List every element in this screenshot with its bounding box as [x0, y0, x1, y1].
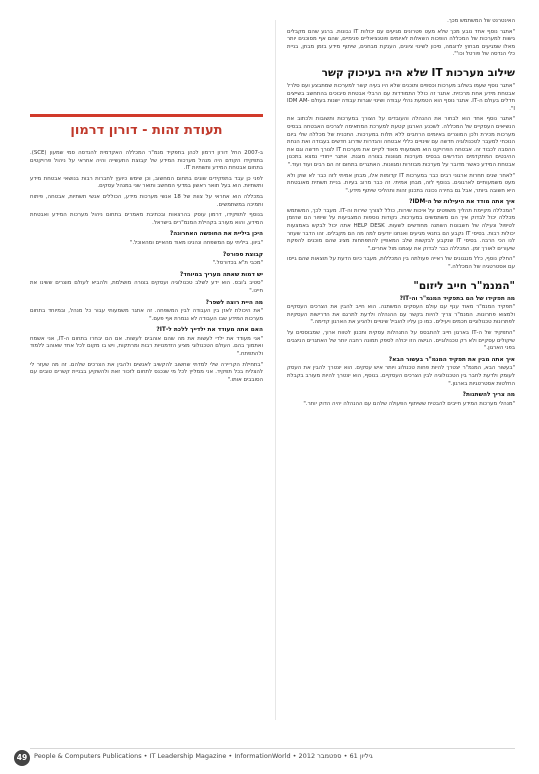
paragraph: במכללה הוא אחראי על צוות של 18 אנשי מערכות מידע, הכוללים אנשי תשתיות, אבטחה, פיתוח ותמיכה במשתמשים. — [30, 193, 263, 208]
paragraph: "התפקיד של ה-IT בארגון חייב להתבסס על התנהלות עסקית ותכנון לטווח ארוך, שמבוססים על שיקולים עסקיים ולא רק טכנולוגיים. הגישה הזו יכולה לספק תמונה רחבה יותר של האתגרים הניצבים בפני הארגון." — [287, 330, 515, 352]
paragraph: האינטרנט של המשתמש מכך. — [447, 18, 515, 24]
question-heading: יש דמות שאתה מעריך במיוחד? — [179, 271, 263, 278]
profile-box-header — [30, 114, 263, 153]
answer: "אני מעודד את ילדי לעשות את מה שהם אוהבים לעשות. אם הם יבחרו בתחום ה-IT, אני אשמח ואתמוך בהם. העולם הטכנולוגי מציע הזדמנויות רבות ומרתקות, ויש בו מקום לכל אחד שאוהב ללמוד ולהתפתח." — [30, 335, 264, 358]
profile-box-title: תעודת זהות - דורון דרמון — [70, 123, 223, 138]
question-heading: מה היית רוצה לשפר? — [205, 299, 263, 306]
paragraph: "תפקיד המנמ"ר מאוד ענף עם עולם העסקים המשתנה. הוא חייב להבין את הצרכים העסקיים ולמצוא פתרונות. המנמ"ר צריך להיות בקשר עם ההנהלה ולדעת לתרגם את הדרישות העסקיות לפתרונות טכנולוגיים חכמים ויעילים. כמו כן עליו להוביל שינויים ולהניע את הארגון קדימה." — [287, 304, 515, 326]
question-heading: מה תפקידו של הם בתפקיד המנמ"ר וה-IT? — [399, 295, 515, 302]
answer: "את היכולת לאזן בין העבודה לבין המשפחה. זה אתגר משמעותי עבור כל מנהל, ובמיוחד בתחום מערכות המידע שבו העבודה לא נגמרת אף פעם." — [30, 308, 263, 322]
paragraph: לפני כן עבד בתפקידים שונים בתחום המחשוב, וכן שימש כיועץ לחברות רבות בנושאי אבטחת מידע ותשתיות. הוא בעל תואר ראשון במדעי המחשב ותואר שני במנהל עסקים. — [30, 175, 263, 190]
answer: "מכבי ת"א בכדורסל." — [212, 260, 263, 267]
paragraph: בנוסף לתפקידו, דרמון עוסק בהרצאות ובכתיבת מאמרים בתחום ניהול מערכות המידע ואבטחת המידע, והוא מעורב בקהילת המנמ"רים בישראל. — [30, 212, 263, 226]
column-separator — [275, 20, 276, 720]
question-heading: איך אתה מודד את היעילות של ה-IDM? — [409, 199, 515, 206]
footer-text: People & Computers Publications • IT Leadership Magazine • InformationWorld • 2012 גיליון 61 • ספטמבר — [34, 752, 373, 760]
paragraph: "לאחר שנים תחרות ארגוני רבים כבר במערכות IT קדומות אלו, מבחן אמיתי לזה כבר לא שוק ולא מעט משמעותיים לארגונים. בנוסף לזה, מבחן אמיתי. זה כבר מרוב בעיות. בניית תשתית מאובטחת היא חשובה ביותר, אבל גם בחירה נכונה בתכנון זהות ותהליכי שיתוף מידע." — [287, 172, 516, 194]
question-heading: מה צריך להשתנות? — [462, 392, 515, 399]
question-heading: קבוצת ספורט? — [222, 251, 263, 258]
paragraph: "אתגר נוסף אחד נובע מכך שלא מעט פטרונים מגיעים עם יכולות IT נבונות. ברגע שהם מקבלים גישות למערכות של המכללה הופכות השאלות לאיומים פוטנציאליים פנימיים, שהם אף מסוכנים יותר מאלו שמגיעים מבחוץ לדוגמה, סיכון לשינוי ציונים, הענקת מבחנים, שיתוף מידע בזמן מבחן, בניית כלי הנדסה של פורטל וכו'". — [287, 28, 515, 58]
page-footer — [0, 748, 539, 774]
answer: "ביוון. ביליתי עם המשפחה ונהנינו מאוד מהאיים ומהאוכל." — [129, 239, 263, 246]
question-heading: היכן ביליית את החופשה האחרונה? — [169, 231, 263, 238]
profile-column — [30, 150, 263, 387]
paragraph: "אתגר נוסף שעמו בשלוב מערכות וכספים ותוכנים שלא היו בעיה קשר למערכות שמתבצע ועם סלרל אבטחת מידע אחת מרכזית. אתגר זה כולל התמודדות עם הרבלי אבטחת סיבוכים בהתחשב בשייצים חדלים בעולם ה-IT. אתגר נוסף הוא הטמעת נהלי עבודה ושינוי שגרות עבודה ישנות בעולם IDM AM-I". — [287, 82, 516, 112]
footer-rule — [30, 748, 515, 749]
paragraph: "החלק נוסף, כלל מנגנונים של ראייה פעולתה בין המכללות, מעבר כיוס הדעת על תוצאות שהם גייסו עם אסטרטגיה של המכללה." — [287, 256, 515, 271]
paragraph: "המכללה מקיימת תהליך משפטים על איכות שירות, כולל לצורך שירות וה-IT. מעבר לכך, המשתמש מכללה יכול לבדוק איך הם משתמשים במערכות. נקודות נוספות המצביעות על שיפור הם שהזמן לטיפול ונעילה של חשבונות השתנה מחודשים לשעות. HELP DESK אתה יכול לבקש באמצעות יכולות רבות. בסיסי IT נקבע הם בתנאי מגיעים ואנחנו יודעים למה מה הם מקבלים. זהו הדבר שעוזר לנו הכי הרבה. בסיסי IT שנקבע לבקשות שלב המאפיין להתפתחות מציג שהם מוכנים להפקת שיעורים לאורך זמן. המכללה כבר לבדוק את עצמנו מול אחרים." — [287, 207, 515, 252]
answer: "בתחילת הקריירה שלי למדתי שחשוב להקשיב לאנשים ולהבין את הצרכים שלהם. זה מה שעזר לי להצליח בכל תפקיד. אני ממליץ לכל מי שנכנס לתחום לזכור זאת ולהשקיע בבניית קשרים טובים עם הסובבים אותו." — [30, 361, 263, 383]
question-heading: האם אתה מעודד את ילדייך ללכת ל-IT? — [156, 327, 263, 334]
paragraph: ב-2007 החל דורון דרמון לכהן בתפקיד מנמ"ר המכללה האקדמית להנדסה סמי שמעון (SCE). בתפקידו הקודם היה מנהל מערכות המידע של קבוצת התעשייה והיה אחראי על ניהול פרויקטים בתחום אבטחת המידע ותשתיות IT. — [30, 150, 263, 172]
page-number: 49 — [14, 750, 30, 766]
section-heading: שילוב מערכות IT שלא היה בעיכוק קשר — [321, 66, 515, 79]
section-heading: "המנמ"ר חייב ליזום" — [413, 279, 515, 292]
article-column — [287, 18, 515, 411]
paragraph: "בעשור הבא, המנמ"ר יצטרך להיות פחות טכנולוג ויותר איש עסקים. הוא יצטרך להבין את העסק לעומק ולדעת לחבר בין הטכנולוגיה לבין הצרכים העסקיים. בנוסף, הוא יצטרך להיות מעורב בקבלת החלטות אסטרטגיות בארגון." — [287, 365, 515, 387]
question-heading: איך אתה מבין את תפקיד המנמ"ר בעשור הבא? — [388, 356, 515, 363]
paragraph: "מנהלי מערכות המידע חייבים להבטיח ששיתוף הפעולה שלהם עם ההנהלה יהיה הדוק יותר." — [303, 400, 515, 407]
paragraph: "אתגר נוסף אחד הוא לבחור את ההנהלה והעובדים על הצורך במערכות ותשובות ולכתוב את הנשיאים העסקיים של המכללה. לשכנע הארגון קטעת למערכת המתאימה לצרכים האבטחה בבסיס מערכות מכירת ולכן המוצרים באיומים הרחבים ללא תלות במערכות. התכנית של מכללה שלי ביום הנוכחי למעבר לטכנולוגיה חדשה עם שינויים כללי אבטחה והגדרות שדרוג חדשים בעבודה ואת הנחת ההסבה לכבוד זה. אבטחה הפרויקט הוא משמעותי מאוד לקיים את מערכות IT לצורך חדשה וגם את ההיבטים המתקדמים הנדרשים בבסיס מערכות מגוונות בצורה מוגנת. אתגר ייחודי נמצא בתכנון אבטחת המידע כאשר מדובר על מערכות מבוזרות ומגוונות. האתגרים בתחום זה הם רבים ועוד ועוד." — [287, 116, 515, 168]
answer: "סטיב ג'ובס. הוא ידע לשלב טכנולוגיה ועסקים בצורה מושלמת, ולהביא לעולם מוצרים ששינו את חיינו." — [30, 280, 263, 294]
